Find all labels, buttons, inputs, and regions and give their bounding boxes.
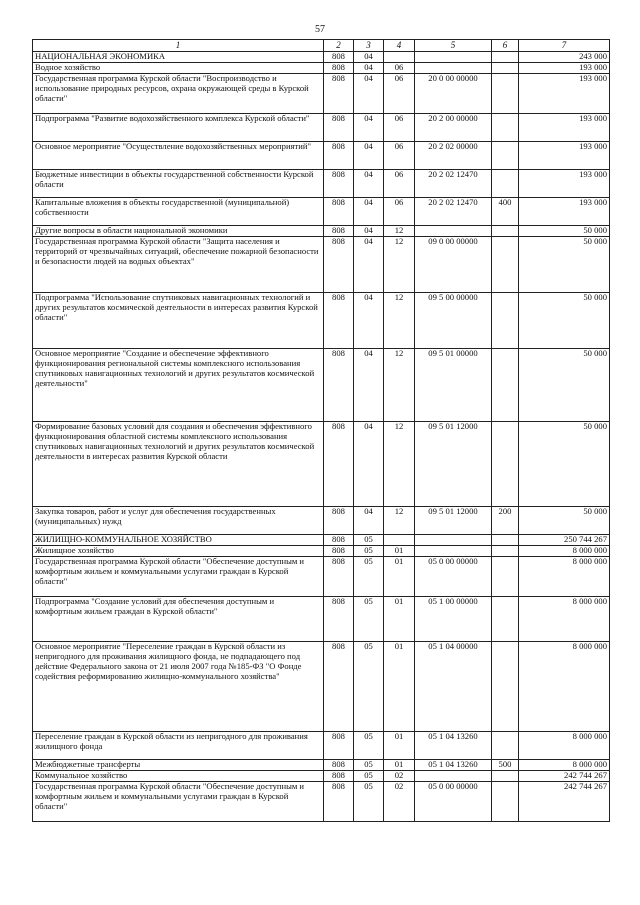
- row-name: Межбюджетные трансферты: [33, 760, 324, 771]
- table-row: [33, 114, 610, 142]
- target-article-code: 09 5 01 00000: [415, 349, 492, 422]
- admin-code: 808: [324, 535, 354, 546]
- subsection-code: 12: [384, 237, 415, 293]
- expense-type-code: [492, 226, 519, 237]
- table-row: [33, 557, 610, 597]
- section-code: 04: [354, 349, 384, 422]
- row-name: Основное мероприятие "Осуществление водохозяйственных мероприятий": [33, 142, 324, 170]
- table-row: [33, 226, 610, 237]
- admin-code: 808: [324, 349, 354, 422]
- table-row: [33, 293, 610, 349]
- table-row: [33, 74, 610, 114]
- admin-code: 808: [324, 782, 354, 822]
- subsection-code: 06: [384, 114, 415, 142]
- admin-code: 808: [324, 170, 354, 198]
- table-row: [33, 52, 610, 63]
- amount: 50 000: [519, 349, 610, 422]
- row-name: ЖИЛИЩНО-КОММУНАЛЬНОЕ ХОЗЯЙСТВО: [33, 535, 324, 546]
- row-name: Государственная программа Курской области "Обеспечение доступным и комфортным жильем и коммунальными услугами граждан в Курской области": [33, 782, 324, 822]
- table-row: [33, 170, 610, 198]
- target-article-code: 05 1 04 13260: [415, 760, 492, 771]
- table-row: [33, 63, 610, 74]
- row-name: Основное мероприятие "Создание и обеспечение эффективного функционирования региональной системы комплексного использования спутниковых навигационных технологий и других результатов космической деятельности": [33, 349, 324, 422]
- subsection-code: 01: [384, 642, 415, 732]
- admin-code: 808: [324, 732, 354, 760]
- column-header: 6: [492, 40, 519, 52]
- section-code: 04: [354, 74, 384, 114]
- target-article-code: [415, 535, 492, 546]
- row-name: Основное мероприятие "Переселение граждан в Курской области из непригодного для проживания жилищного фонда, не подпадающего под действие Федерального закона от 21 июля 2007 года №185-ФЗ "О Фонде содействия реформированию жилищно-коммунального хозяйства": [33, 642, 324, 732]
- target-article-code: 09 0 00 00000: [415, 237, 492, 293]
- amount: 243 000: [519, 52, 610, 63]
- table-row: [33, 535, 610, 546]
- section-code: 04: [354, 114, 384, 142]
- expense-type-code: [492, 771, 519, 782]
- column-header: 1: [33, 40, 324, 52]
- target-article-code: 09 5 00 00000: [415, 293, 492, 349]
- expense-type-code: [492, 422, 519, 507]
- row-name: Жилищное хозяйство: [33, 546, 324, 557]
- table-row: [33, 597, 610, 642]
- target-article-code: 20 2 02 12470: [415, 198, 492, 226]
- expense-type-code: [492, 535, 519, 546]
- row-name: Бюджетные инвестиции в объекты государственной собственности Курской области: [33, 170, 324, 198]
- table-row: [33, 732, 610, 760]
- target-article-code: 09 5 01 12000: [415, 422, 492, 507]
- subsection-code: 06: [384, 198, 415, 226]
- expense-type-code: [492, 546, 519, 557]
- admin-code: 808: [324, 642, 354, 732]
- row-name: Государственная программа Курской области "Защита населения и территорий от чрезвычайных ситуаций, обеспечение пожарной безопасности и безопасности людей на водных объектах": [33, 237, 324, 293]
- row-name: Государственная программа Курской области "Воспроизводство и использование природных ресурсов, охрана окружающей среды в Курской области": [33, 74, 324, 114]
- admin-code: 808: [324, 597, 354, 642]
- subsection-code: 12: [384, 226, 415, 237]
- row-name: Подпрограмма "Создание условий для обеспечения доступным и комфортным жильем граждан в Курской области": [33, 597, 324, 642]
- target-article-code: 05 1 00 00000: [415, 597, 492, 642]
- admin-code: 808: [324, 771, 354, 782]
- expense-type-code: [492, 782, 519, 822]
- expense-type-code: [492, 732, 519, 760]
- expense-type-code: [492, 63, 519, 74]
- subsection-code: 06: [384, 63, 415, 74]
- expense-type-code: [492, 114, 519, 142]
- subsection-code: 01: [384, 546, 415, 557]
- table-row: [33, 760, 610, 771]
- amount: 242 744 267: [519, 771, 610, 782]
- column-header: 2: [324, 40, 354, 52]
- amount: 8 000 000: [519, 732, 610, 760]
- column-header: 3: [354, 40, 384, 52]
- table-body: [33, 52, 610, 822]
- column-header: 5: [415, 40, 492, 52]
- section-code: 04: [354, 293, 384, 349]
- table-row: [33, 507, 610, 535]
- table-row: [33, 198, 610, 226]
- amount: 193 000: [519, 198, 610, 226]
- section-code: 05: [354, 546, 384, 557]
- amount: 193 000: [519, 63, 610, 74]
- subsection-code: 06: [384, 170, 415, 198]
- expense-type-code: [492, 142, 519, 170]
- expense-type-code: 400: [492, 198, 519, 226]
- admin-code: 808: [324, 142, 354, 170]
- amount: 8 000 000: [519, 557, 610, 597]
- subsection-code: 12: [384, 293, 415, 349]
- amount: 8 000 000: [519, 760, 610, 771]
- section-code: 05: [354, 642, 384, 732]
- section-code: 05: [354, 771, 384, 782]
- row-name: Государственная программа Курской области "Обеспечение доступным и комфортным жильем и коммунальными услугами граждан в Курской области": [33, 557, 324, 597]
- subsection-code: [384, 52, 415, 63]
- expense-type-code: [492, 293, 519, 349]
- table-row: [33, 782, 610, 822]
- table-row: [33, 546, 610, 557]
- subsection-code: 12: [384, 422, 415, 507]
- subsection-code: 01: [384, 760, 415, 771]
- section-code: 05: [354, 535, 384, 546]
- section-code: 04: [354, 226, 384, 237]
- row-name: Подпрограмма "Использование спутниковых навигационных технологий и других результатов космической деятельности в интересах развития Курской области": [33, 293, 324, 349]
- table-row: [33, 349, 610, 422]
- amount: 50 000: [519, 422, 610, 507]
- subsection-code: 01: [384, 732, 415, 760]
- amount: 193 000: [519, 74, 610, 114]
- target-article-code: 05 0 00 00000: [415, 782, 492, 822]
- section-code: 04: [354, 198, 384, 226]
- expense-type-code: [492, 170, 519, 198]
- section-code: 04: [354, 170, 384, 198]
- target-article-code: [415, 52, 492, 63]
- amount: 242 744 267: [519, 782, 610, 822]
- target-article-code: [415, 226, 492, 237]
- admin-code: 808: [324, 760, 354, 771]
- row-name: Коммунальное хозяйство: [33, 771, 324, 782]
- admin-code: 808: [324, 507, 354, 535]
- expense-type-code: 200: [492, 507, 519, 535]
- target-article-code: 05 1 04 13260: [415, 732, 492, 760]
- admin-code: 808: [324, 226, 354, 237]
- subsection-code: 01: [384, 557, 415, 597]
- amount: 50 000: [519, 226, 610, 237]
- column-header: 4: [384, 40, 415, 52]
- row-name: Капитальные вложения в объекты государственной (муниципальной) собственности: [33, 198, 324, 226]
- target-article-code: 20 2 02 12470: [415, 170, 492, 198]
- table-row: [33, 422, 610, 507]
- target-article-code: [415, 63, 492, 74]
- table-row: [33, 237, 610, 293]
- section-code: 05: [354, 597, 384, 642]
- expense-type-code: [492, 74, 519, 114]
- amount: 193 000: [519, 170, 610, 198]
- row-name: Подпрограмма "Развитие водохозяйственного комплекса Курской области": [33, 114, 324, 142]
- target-article-code: 20 2 02 00000: [415, 142, 492, 170]
- amount: 193 000: [519, 142, 610, 170]
- subsection-code: 06: [384, 74, 415, 114]
- admin-code: 808: [324, 422, 354, 507]
- section-code: 04: [354, 507, 384, 535]
- target-article-code: [415, 771, 492, 782]
- subsection-code: 06: [384, 142, 415, 170]
- amount: 250 744 267: [519, 535, 610, 546]
- subsection-code: 01: [384, 597, 415, 642]
- section-code: 05: [354, 760, 384, 771]
- row-name: Формирование базовых условий для создания и обеспечения эффективного функционирования областной системы комплексного использования спутниковых навигационных технологий и других результатов космической деятельности в интересах развития Курской области: [33, 422, 324, 507]
- admin-code: 808: [324, 293, 354, 349]
- subsection-code: 12: [384, 507, 415, 535]
- subsection-code: 02: [384, 771, 415, 782]
- table-row: [33, 142, 610, 170]
- expense-type-code: [492, 642, 519, 732]
- amount: 50 000: [519, 507, 610, 535]
- amount: 50 000: [519, 293, 610, 349]
- admin-code: 808: [324, 114, 354, 142]
- amount: 193 000: [519, 114, 610, 142]
- admin-code: 808: [324, 557, 354, 597]
- expense-type-code: [492, 52, 519, 63]
- subsection-code: 02: [384, 782, 415, 822]
- expense-type-code: [492, 597, 519, 642]
- column-header: 7: [519, 40, 610, 52]
- expense-type-code: [492, 237, 519, 293]
- budget-table: [32, 39, 610, 822]
- amount: 8 000 000: [519, 642, 610, 732]
- expense-type-code: 500: [492, 760, 519, 771]
- section-code: 04: [354, 52, 384, 63]
- table-row: [33, 771, 610, 782]
- target-article-code: 20 2 00 00000: [415, 114, 492, 142]
- row-name: НАЦИОНАЛЬНАЯ ЭКОНОМИКА: [33, 52, 324, 63]
- admin-code: 808: [324, 237, 354, 293]
- expense-type-code: [492, 349, 519, 422]
- section-code: 04: [354, 422, 384, 507]
- admin-code: 808: [324, 52, 354, 63]
- section-code: 05: [354, 557, 384, 597]
- table-row: [33, 642, 610, 732]
- amount: 50 000: [519, 237, 610, 293]
- section-code: 04: [354, 63, 384, 74]
- amount: 8 000 000: [519, 546, 610, 557]
- amount: 8 000 000: [519, 597, 610, 642]
- admin-code: 808: [324, 63, 354, 74]
- section-code: 04: [354, 237, 384, 293]
- subsection-code: [384, 535, 415, 546]
- row-name: Переселение граждан в Курской области из непригодного для проживания жилищного фонда: [33, 732, 324, 760]
- admin-code: 808: [324, 74, 354, 114]
- row-name: Водное хозяйство: [33, 63, 324, 74]
- column-number-row: [33, 40, 610, 52]
- section-code: 05: [354, 732, 384, 760]
- section-code: 04: [354, 142, 384, 170]
- row-name: Другие вопросы в области национальной экономики: [33, 226, 324, 237]
- admin-code: 808: [324, 198, 354, 226]
- target-article-code: [415, 546, 492, 557]
- target-article-code: 05 1 04 00000: [415, 642, 492, 732]
- page-number: 57: [315, 24, 325, 35]
- target-article-code: 05 0 00 00000: [415, 557, 492, 597]
- target-article-code: 09 5 01 12000: [415, 507, 492, 535]
- section-code: 05: [354, 782, 384, 822]
- target-article-code: 20 0 00 00000: [415, 74, 492, 114]
- admin-code: 808: [324, 546, 354, 557]
- subsection-code: 12: [384, 349, 415, 422]
- expense-type-code: [492, 557, 519, 597]
- row-name: Закупка товаров, работ и услуг для обеспечения государственных (муниципальных) нужд: [33, 507, 324, 535]
